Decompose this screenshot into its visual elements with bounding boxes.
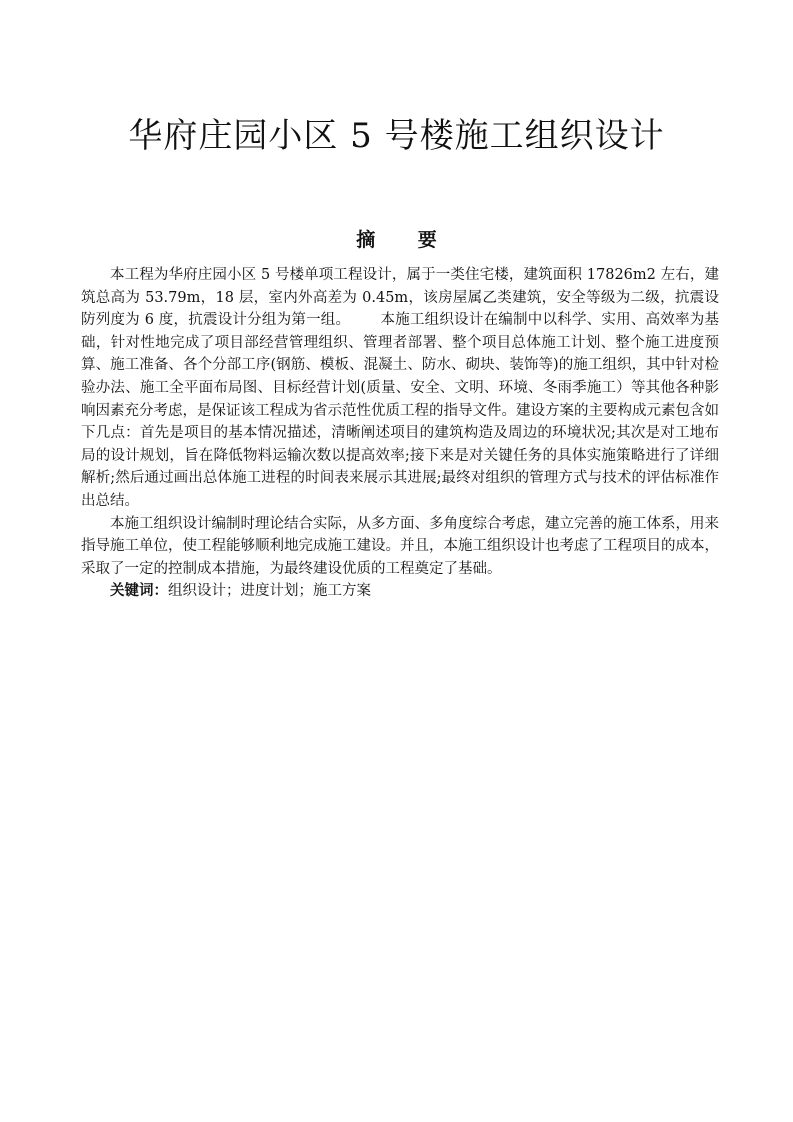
abstract-paragraph-1-part-2: 本施工组织设计在编制中以科学、实用、高效率为基础，针对性地完成了项目部经营管理组织、管理者部署、整个项目总体施工计划、整个施工进度预算、施工准备、各个分部工序(钢筋、模板、混凝土、防水、砌块、装饰等)的施工组织，其中针对检验办法、施工全平面布局图、目标经营计划(质量、安全、文明、环境、冬雨季施工）等其他各种影响因素充分考虑，是保证该工程成为省示范性优质工程的指导文件。建设方案的主要构成元素包含如下几点：首先是项目的基本情况描述，清晰阐述项目的建筑构造及周边的环境状况;其次是对工地布局的设计规划，旨在降低物料运输次数以提高效率;接下来是对关键任务的具体实施策略进行了详细解析;然后通过画出总体施工进程的时间表来展示其进展;最终对组织的管理方式与技术的评估标准作出总结。: [81, 312, 719, 509]
abstract-body: [81, 264, 719, 603]
document-title: 华府庄园小区 5 号楼施工组织设计: [128, 116, 665, 156]
abstract-paragraph-2: 本施工组织设计编制时理论结合实际，从多方面、多角度综合考虑，建立完善的施工体系，用来指导施工单位，使工程能够顺利地完成施工建设。并且，本施工组织设计也考虑了工程项目的成本，采取了一定的控制成本措施，为最终建设优质的工程奠定了基础。: [81, 515, 719, 577]
keywords-value: 组织设计；进度计划；施工方案: [168, 583, 371, 600]
abstract-heading: 摘 要: [356, 229, 455, 251]
abstract-paragraph-1-part-1: 本工程为华府庄园小区 5 号楼单项工程设计，属于一类住宅楼，建筑面积 17826m2 左右，建筑总高为 53.79m，18 层，室内外高差为 0.45m，该房屋属乙类建筑，安全等级为二级，抗震设防列度为 6 度，抗震设计分组为第一组。: [81, 267, 719, 329]
keywords-label: 关键词：: [110, 582, 168, 600]
keywords-line: [81, 580, 719, 603]
abstract-paragraph-1: [81, 264, 719, 513]
